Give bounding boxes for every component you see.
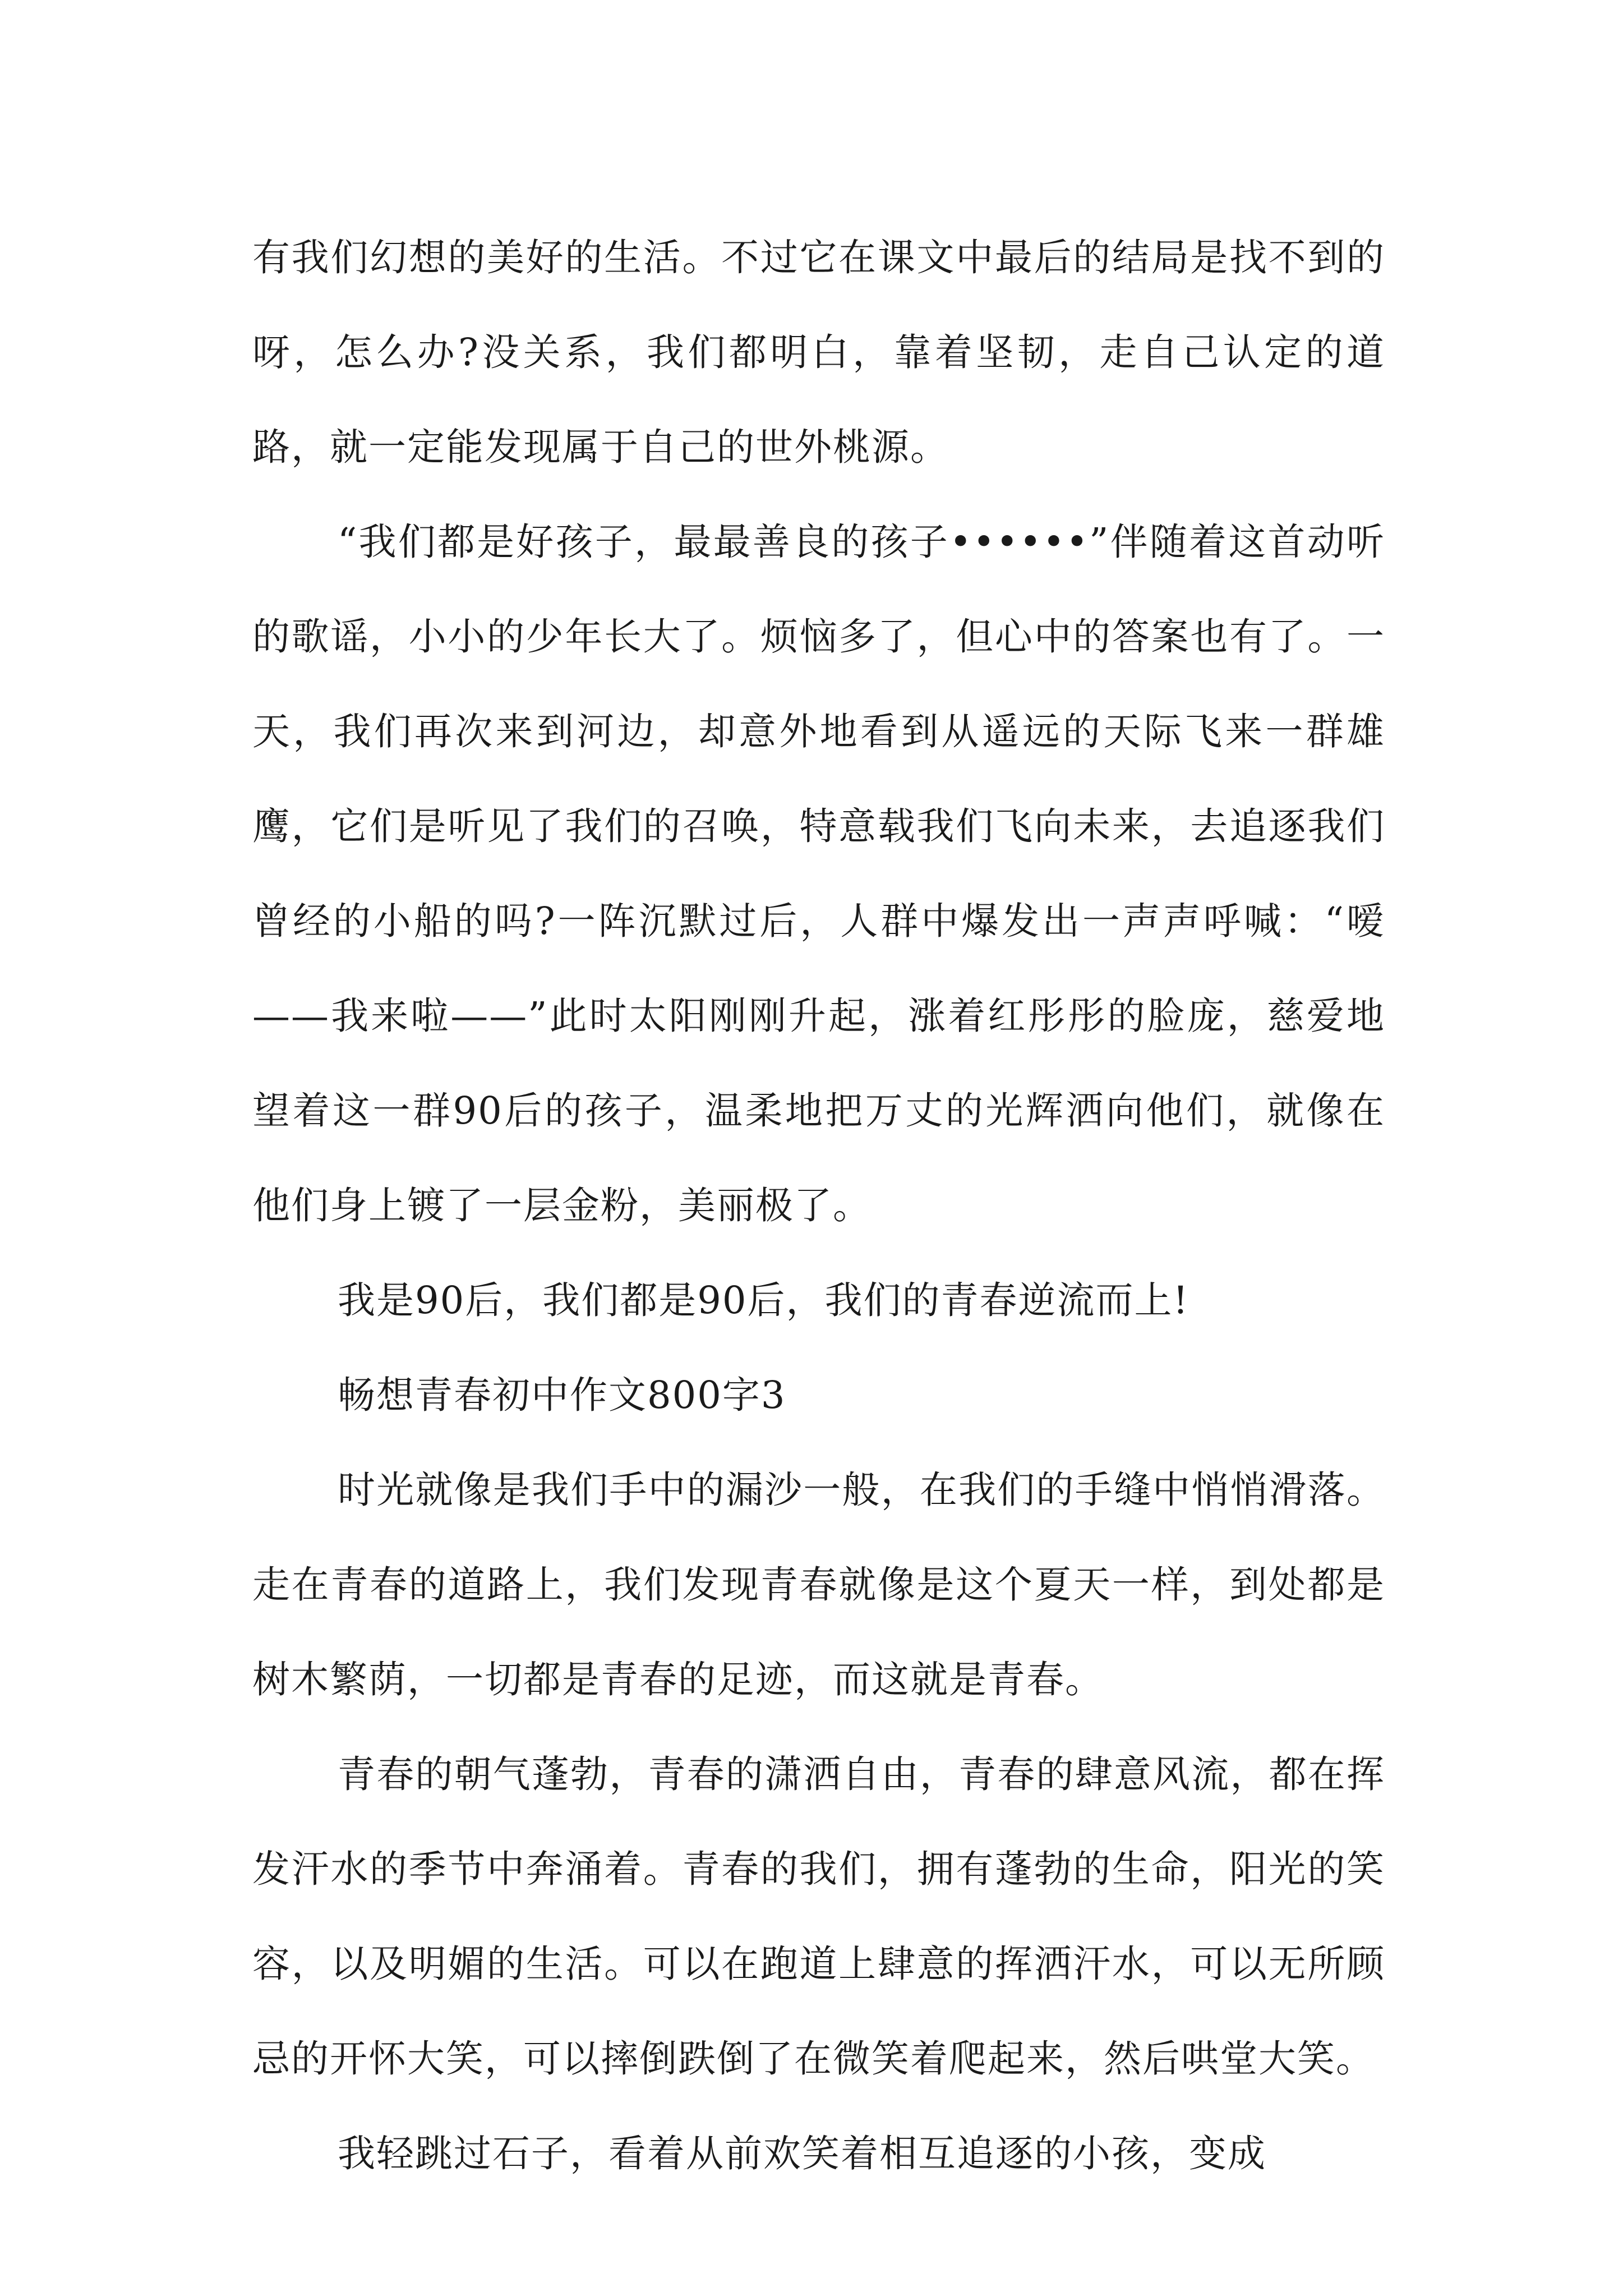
paragraph-6: 我轻跳过石子，看着从前欢笑着相互追逐的小孩，变成 (338, 2132, 1266, 2175)
paragraph-1: 有我们幻想的美好的生活。不过它在课文中最后的结局是找不到的呀，怎么办?没关系，我们都明白，靠着坚韧，走自己认定的道路，就一定能发现属于自己的世外桃源。 (252, 236, 1385, 469)
paragraph-2: “我们都是好孩子，最最善良的孩子••••••”伴随着这首动听的歌谣，小小的少年长大了。烦恼多了，但心中的答案也有了。一天，我们再次来到河边，却意外地看到从遥远的天际飞来一群雄鹰，它们是听见了我们的召唤，特意载我们飞向未来，去追逐我们曾经的小船的吗?一阵沉默过后，人群中爆发出一声声呼喊：“嗳——我来啦——”此时太阳刚刚升起，涨着红彤彤的脸庞，慈爱地望着这一群90后的孩子，温柔地把万丈的光辉洒向他们，就像在他们身上镀了一层金粉，美丽极了。 (252, 520, 1385, 1227)
paragraph-5: 青春的朝气蓬勃，青春的潇洒自由，青春的肆意风流，都在挥发汗水的季节中奔涌着。青春的我们，拥有蓬勃的生命，阳光的笑容，以及明媚的生活。可以在跑道上肆意的挥洒汗水，可以无所顾忌的开怀大笑，可以摔倒跌倒了在微笑着爬起来，然后哄堂大笑。 (252, 1752, 1385, 2081)
section-heading: 畅想青春初中作文800字3 (338, 1373, 786, 1417)
document-body (252, 210, 1385, 2201)
paragraph-3: 我是90后，我们都是90后，我们的青春逆流而上! (338, 1278, 1189, 1322)
paragraph-4: 时光就像是我们手中的漏沙一般，在我们的手缝中悄悄滑落。走在青春的道路上，我们发现青春就像是这个夏天一样，到处都是树木繁荫，一切都是青春的足迹，而这就是青春。 (252, 1468, 1385, 1701)
